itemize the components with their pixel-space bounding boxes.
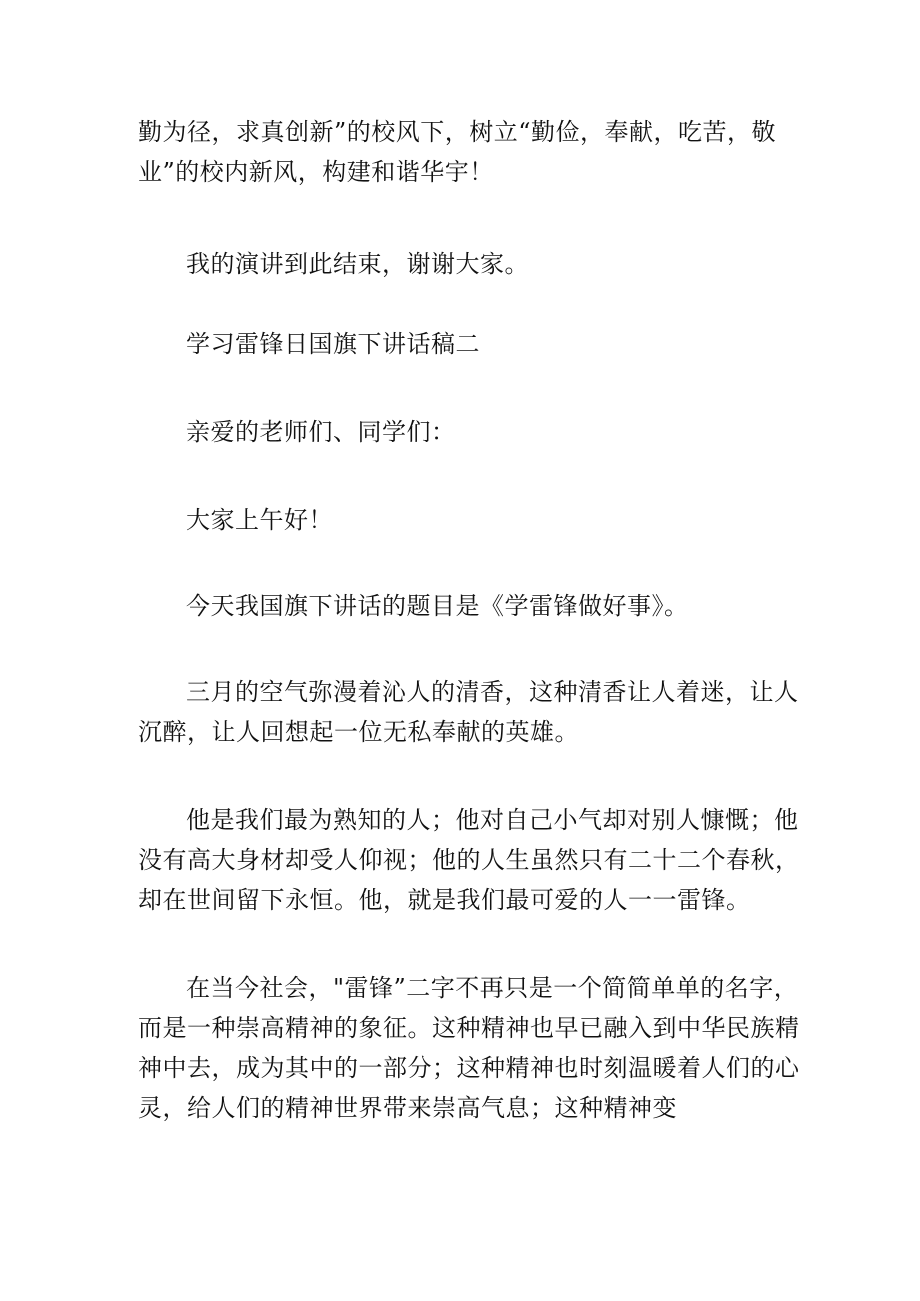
text-line: 沉醉，让人回想起一位无私奉献的英雄。: [138, 718, 579, 746]
paragraph-lei-feng-description: [138, 800, 800, 920]
text-line: 三月的空气弥漫着沁人的清香，这种清香让人着迷，让人: [186, 678, 799, 706]
section-title: [138, 324, 778, 364]
paragraph-topic: [138, 586, 778, 626]
paragraph-greeting: [138, 500, 778, 540]
text-line: 而是一种崇高精神的象征。这种精神也早已融入到中华民族精: [138, 1014, 800, 1042]
text-line: 业”的校内新风，构建和谐华宇！: [138, 158, 494, 186]
text-line: 灵，给人们的精神世界带来崇高气息；这种精神变: [138, 1094, 677, 1122]
paragraph-salutation: [138, 412, 778, 452]
text-line: 勤为径，求真创新”的校风下，树立“勤俭，奉献，吃苦，敬: [138, 118, 777, 146]
text-line: 在当今社会，"雷锋”二字不再只是一个简简单单的名字，: [186, 974, 799, 1002]
text-line: 却在世间留下永恒。他，就是我们最可爱的人一一雷锋。: [138, 886, 751, 914]
text-line: 亲爱的老师们、同学们：: [186, 418, 456, 446]
text-line: 我的演讲到此结束，谢谢大家。: [186, 250, 529, 278]
text-line: 大家上午好！: [186, 506, 333, 534]
paragraph-school-motto: [138, 112, 778, 192]
text-line: 没有高大身材却受人仰视；他的人生虽然只有二十二个春秋，: [138, 846, 800, 874]
paragraph-closing: [138, 244, 778, 284]
paragraph-march-fragrance: [138, 672, 799, 752]
text-line: 神中去，成为其中的一部分；这种精神也时刻温暖着人们的心: [138, 1054, 800, 1082]
paragraph-lei-feng-spirit: [138, 968, 800, 1128]
text-line: 学习雷锋日国旗下讲话稿二: [186, 330, 480, 358]
text-line: 今天我国旗下讲话的题目是《学雷锋做好事》。: [186, 592, 689, 620]
text-line: 他是我们最为熟知的人；他对自己小气却对别人慷慨；他: [186, 806, 799, 834]
